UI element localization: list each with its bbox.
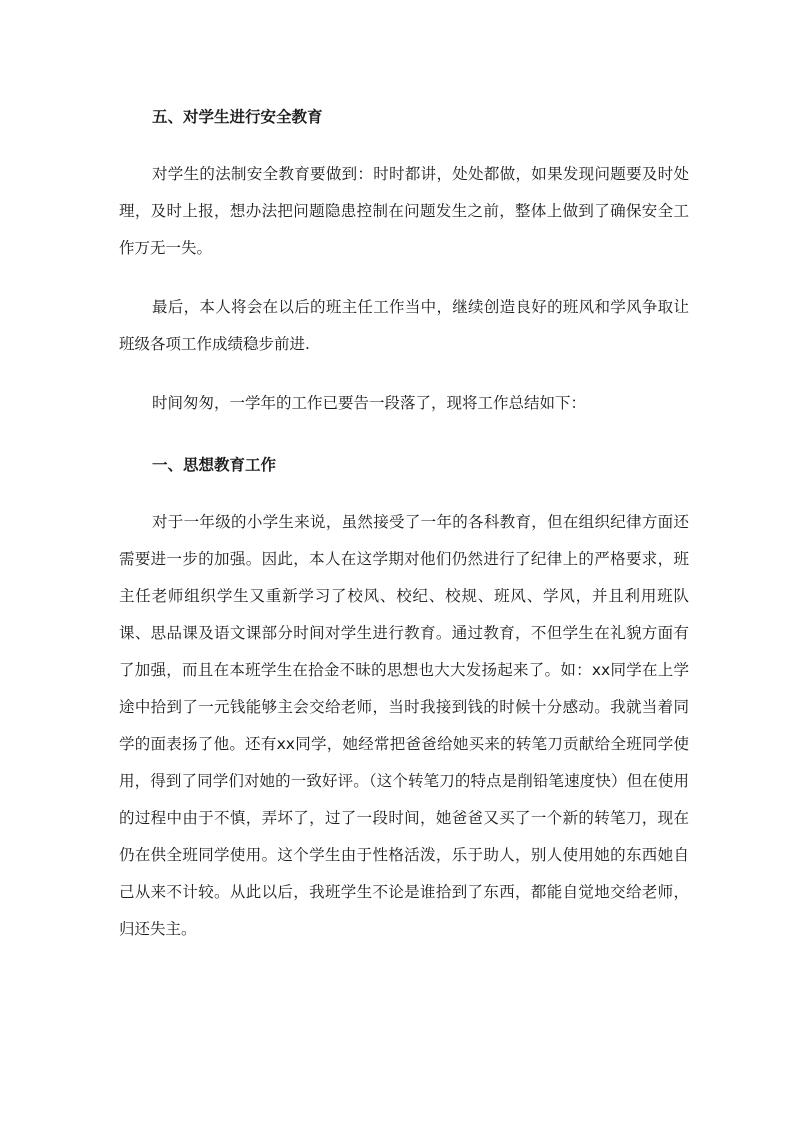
document-body [119,100,689,948]
spacer [119,482,689,504]
spacer [119,267,689,289]
spacer [119,134,689,156]
section-five-heading: 五、对学生进行安全教育 [152,108,323,126]
section-one-heading: 一、思想教育工作 [152,456,277,474]
paragraph-intro: 时间匆匆，一学年的工作已要告一段落了，现将工作总结如下： [152,394,587,412]
paragraph-safety: 对学生的法制安全教育要做到：时时都讲，处处都做，如果发现问题要及时处理，及时上报，想办法把问题隐患控制在问题发生之前，整体上做到了确保安全工作万无一失。 [119,165,689,257]
spacer [119,422,689,448]
paragraph-moral-education: 对于一年级的小学生来说，虽然接受了一年的各科教育，但在组织纪律方面还需要进一步的加强。因此，本人在这学期对他们仍然进行了纪律上的严格要求，班主任老师组织学生又重新学习了校风、校纪、校规、班风、学风，并且利用班队课、思品课及语文课部分时间对学生进行教育。通过教育，不但学生在礼貌方面有了加强，而且在本班学生在拾金不昧的思想也大大发扬起来了。如：xx同学在上学途中拾到了一元钱能够主会交给老师，当时我接到钱的时候十分感动。我就当着同学的面表扬了他。还有xx同学，她经常把爸爸给她买来的转笔刀贡献给全班同学使用，得到了同学们对她的一致好评。（这个转笔刀的特点是削铅笔速度快）但在使用的过程中由于不慎，弄坏了，过了一段时间，她爸爸又买了一个新的转笔刀，现在仍在供全班同学使用。这个学生由于性格活泼，乐于助人，别人使用她的东西她自己从来不计较。从此以后，我班学生不论是谁拾到了东西，都能自觉地交给老师，归还失主。 [119,513,689,938]
spacer [119,363,689,385]
paragraph-closing: 最后，本人将会在以后的班主任工作当中，继续创造良好的班风和学风争取让班级各项工作成绩稳步前进. [119,298,689,353]
